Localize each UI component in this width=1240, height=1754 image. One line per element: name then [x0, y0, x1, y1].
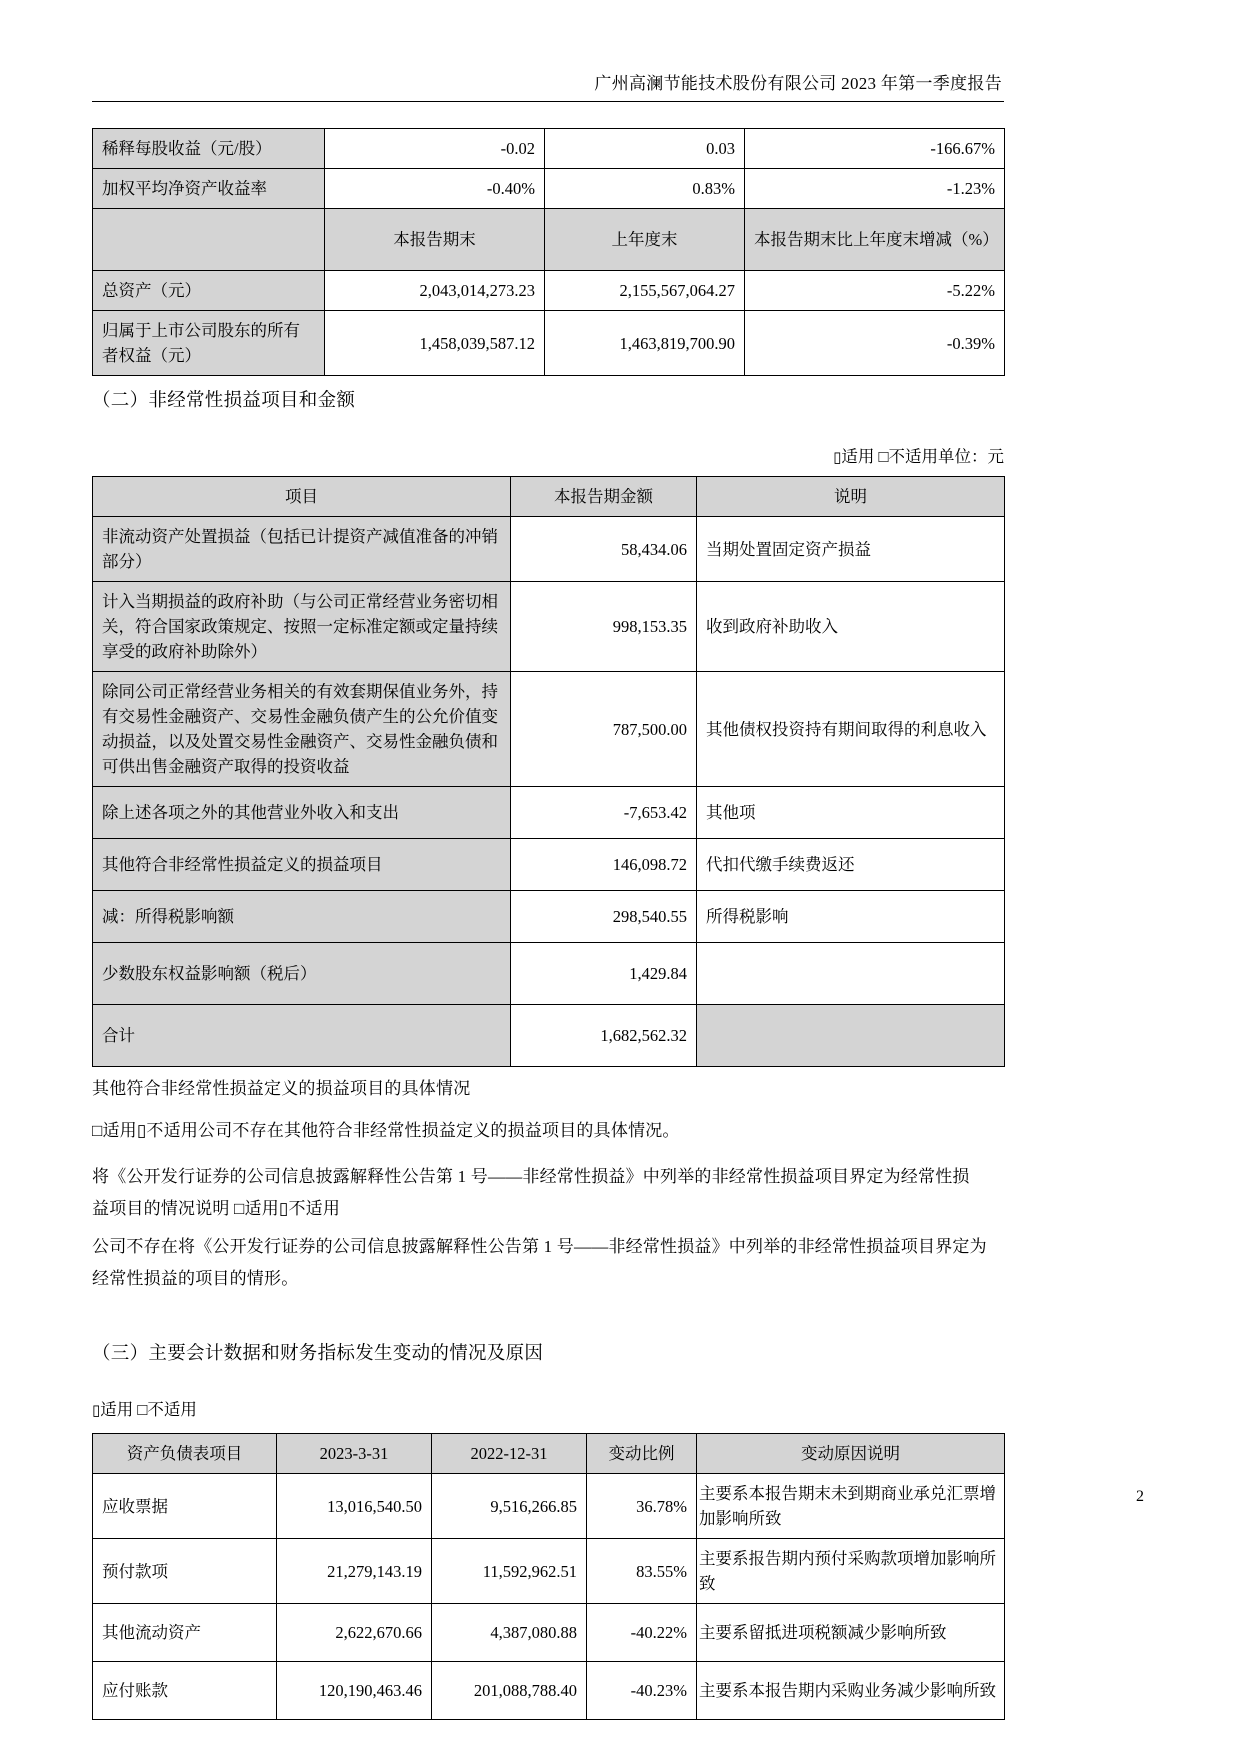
- table-row: [93, 1474, 1005, 1539]
- balance-ratio: 83.55%: [587, 1539, 697, 1604]
- nonrecurring-item: 计入当期损益的政府补助（与公司正常经营业务密切相关，符合国家政策规定、按照一定标准定额或定量持续享受的政府补助除外）: [93, 582, 511, 672]
- header-divider: [92, 101, 1004, 102]
- nonrecurring-total-note: [697, 1005, 1005, 1067]
- balance-prior: 201,088,788.40: [432, 1662, 587, 1720]
- asset-current: 2,043,014,273.23: [325, 271, 545, 311]
- other-items-applicable: □适用▯不适用公司不存在其他符合非经常性损益定义的损益项目的具体情况。: [92, 1121, 680, 1140]
- reclassify-line-1: 将《公开发行证券的公司信息披露解释性公告第 1 号——非经常性损益》中列举的非经常性损益项目界定为经常性损: [92, 1167, 970, 1186]
- asset-current: 1,458,039,587.12: [325, 311, 545, 376]
- document-header-title: 广州高澜节能技术股份有限公司 2023 年第一季度报告: [594, 74, 1002, 93]
- unit-text: 单位：元: [938, 447, 1004, 466]
- table-row: [93, 169, 1005, 209]
- table-subheader-row: [93, 209, 1005, 271]
- nonrecurring-total-amount: 1,682,562.32: [511, 1005, 697, 1067]
- balance-prior: 4,387,080.88: [432, 1604, 587, 1662]
- asset-prior: 1,463,819,700.90: [545, 311, 745, 376]
- filled-checkbox-icon: ▯: [92, 1401, 101, 1419]
- table-row: [93, 311, 1005, 376]
- reclassify-line-4: 经常性损益的项目的情形。: [92, 1269, 299, 1288]
- section-three-heading: （三）主要会计数据和财务指标发生变动的情况及原因: [92, 1344, 544, 1364]
- nonrecurring-note: 代扣代缴手续费返还: [697, 839, 1005, 891]
- asset-label: 总资产（元）: [93, 271, 325, 311]
- section-three-applicable: [92, 1397, 1004, 1423]
- nonrecurring-item: 除上述各项之外的其他营业外收入和支出: [93, 787, 511, 839]
- nonrecurring-amount: 58,434.06: [511, 517, 697, 582]
- filled-checkbox-icon: ▯: [833, 448, 842, 466]
- indicator-prior: 0.83%: [545, 169, 745, 209]
- column-header-amount: 本报告期金额: [511, 477, 697, 517]
- indicator-change: -1.23%: [745, 169, 1005, 209]
- section-two-heading: （二）非经常性损益项目和金额: [92, 391, 356, 411]
- column-header-date-prior: 2022-12-31: [432, 1434, 587, 1474]
- indicator-prior: 0.03: [545, 129, 745, 169]
- page-header: [92, 72, 1004, 102]
- table-row: [93, 891, 1005, 943]
- table-row: [93, 787, 1005, 839]
- asset-prior: 2,155,567,064.27: [545, 271, 745, 311]
- nonrecurring-item: 非流动资产处置损益（包括已计提资产减值准备的冲销部分）: [93, 517, 511, 582]
- column-header-change-reason: 变动原因说明: [697, 1434, 1005, 1474]
- balance-reason: 主要系留抵进项税额减少影响所致: [697, 1604, 1005, 1662]
- nonrecurring-amount: 146,098.72: [511, 839, 697, 891]
- indicator-current: -0.40%: [325, 169, 545, 209]
- reclassify-line-2: 益项目的情况说明 □适用▯不适用: [92, 1199, 341, 1218]
- column-header-date-current: 2023-3-31: [277, 1434, 432, 1474]
- nonrecurring-item: 其他符合非经常性损益定义的损益项目: [93, 839, 511, 891]
- indicator-current: -0.02: [325, 129, 545, 169]
- subheader-change: 本报告期末比上年度末增减（%）: [745, 209, 1005, 271]
- balance-current: 21,279,143.19: [277, 1539, 432, 1604]
- applicable-text: 适用 □不适用: [100, 1400, 197, 1419]
- column-header-note: 说明: [697, 477, 1005, 517]
- balance-ratio: -40.23%: [587, 1662, 697, 1720]
- asset-change: -5.22%: [745, 271, 1005, 311]
- balance-current: 2,622,670.66: [277, 1604, 432, 1662]
- balance-current: 120,190,463.46: [277, 1662, 432, 1720]
- balance-prior: 9,516,266.85: [432, 1474, 587, 1539]
- nonrecurring-total-label: 合计: [93, 1005, 511, 1067]
- indicator-label: 加权平均净资产收益率: [93, 169, 325, 209]
- table-row: [93, 1604, 1005, 1662]
- column-header-balance-item: 资产负债表项目: [93, 1434, 277, 1474]
- balance-reason: 主要系本报告期末未到期商业承兑汇票增加影响所致: [697, 1474, 1005, 1539]
- table-row: [93, 1662, 1005, 1720]
- nonrecurring-note: [697, 943, 1005, 1005]
- page-content: [92, 128, 1004, 1720]
- balance-prior: 11,592,962.51: [432, 1539, 587, 1604]
- nonrecurring-note: 所得税影响: [697, 891, 1005, 943]
- table-row: [93, 943, 1005, 1005]
- subheader-current-period: 本报告期末: [325, 209, 545, 271]
- balance-ratio: -40.22%: [587, 1604, 697, 1662]
- table-row: [93, 517, 1005, 582]
- balance-reason: 主要系本报告期内采购业务减少影响所致: [697, 1662, 1005, 1720]
- balance-item: 应收票据: [93, 1474, 277, 1539]
- table-row: [93, 839, 1005, 891]
- indicator-change: -166.67%: [745, 129, 1005, 169]
- subheader-blank: [93, 209, 325, 271]
- balance-reason: 主要系报告期内预付采购款项增加影响所致: [697, 1539, 1005, 1604]
- column-header-change-ratio: 变动比例: [587, 1434, 697, 1474]
- table-row: [93, 1539, 1005, 1604]
- table-row: [93, 582, 1005, 672]
- nonrecurring-amount: -7,653.42: [511, 787, 697, 839]
- page-number: 2: [1136, 1488, 1144, 1505]
- table-row: [93, 672, 1005, 787]
- balance-sheet-changes-table: [92, 1433, 1005, 1720]
- nonrecurring-item: 少数股东权益影响额（税后）: [93, 943, 511, 1005]
- nonrecurring-item: 减：所得税影响额: [93, 891, 511, 943]
- balance-item: 其他流动资产: [93, 1604, 277, 1662]
- non-recurring-items-table: [92, 476, 1005, 1067]
- table-row: [93, 129, 1005, 169]
- nonrecurring-amount: 298,540.55: [511, 891, 697, 943]
- nonrecurring-note: 收到政府补助收入: [697, 582, 1005, 672]
- reclassify-line-3: 公司不存在将《公开发行证券的公司信息披露解释性公告第 1 号——非经常性损益》中列举的非经常性损益项目界定为: [92, 1237, 987, 1256]
- nonrecurring-note: 其他债权投资持有期间取得的利息收入: [697, 672, 1005, 787]
- section-two-applicable-unit: [92, 444, 1004, 470]
- nonrecurring-note: 其他项: [697, 787, 1005, 839]
- subheader-prior-year: 上年度末: [545, 209, 745, 271]
- column-header-item: 项目: [93, 477, 511, 517]
- nonrecurring-amount: 1,429.84: [511, 943, 697, 1005]
- nonrecurring-amount: 787,500.00: [511, 672, 697, 787]
- table-total-row: [93, 1005, 1005, 1067]
- table-header-row: [93, 477, 1005, 517]
- nonrecurring-item: 除同公司正常经营业务相关的有效套期保值业务外，持有交易性金融资产、交易性金融负债产生的公允价值变动损益，以及处置交易性金融资产、交易性金融负债和可供出售金融资产取得的投资收益: [93, 672, 511, 787]
- asset-change: -0.39%: [745, 311, 1005, 376]
- balance-current: 13,016,540.50: [277, 1474, 432, 1539]
- key-indicators-table: [92, 128, 1005, 376]
- table-row: [93, 271, 1005, 311]
- table-header-row: [93, 1434, 1005, 1474]
- balance-item: 预付款项: [93, 1539, 277, 1604]
- other-items-heading: 其他符合非经常性损益定义的损益项目的具体情况: [92, 1079, 471, 1098]
- indicator-label: 稀释每股收益（元/股）: [93, 129, 325, 169]
- balance-item: 应付账款: [93, 1662, 277, 1720]
- nonrecurring-note: 当期处置固定资产损益: [697, 517, 1005, 582]
- nonrecurring-amount: 998,153.35: [511, 582, 697, 672]
- applicable-text: 适用 □不适用: [841, 447, 938, 466]
- balance-ratio: 36.78%: [587, 1474, 697, 1539]
- asset-label: 归属于上市公司股东的所有者权益（元）: [93, 311, 325, 376]
